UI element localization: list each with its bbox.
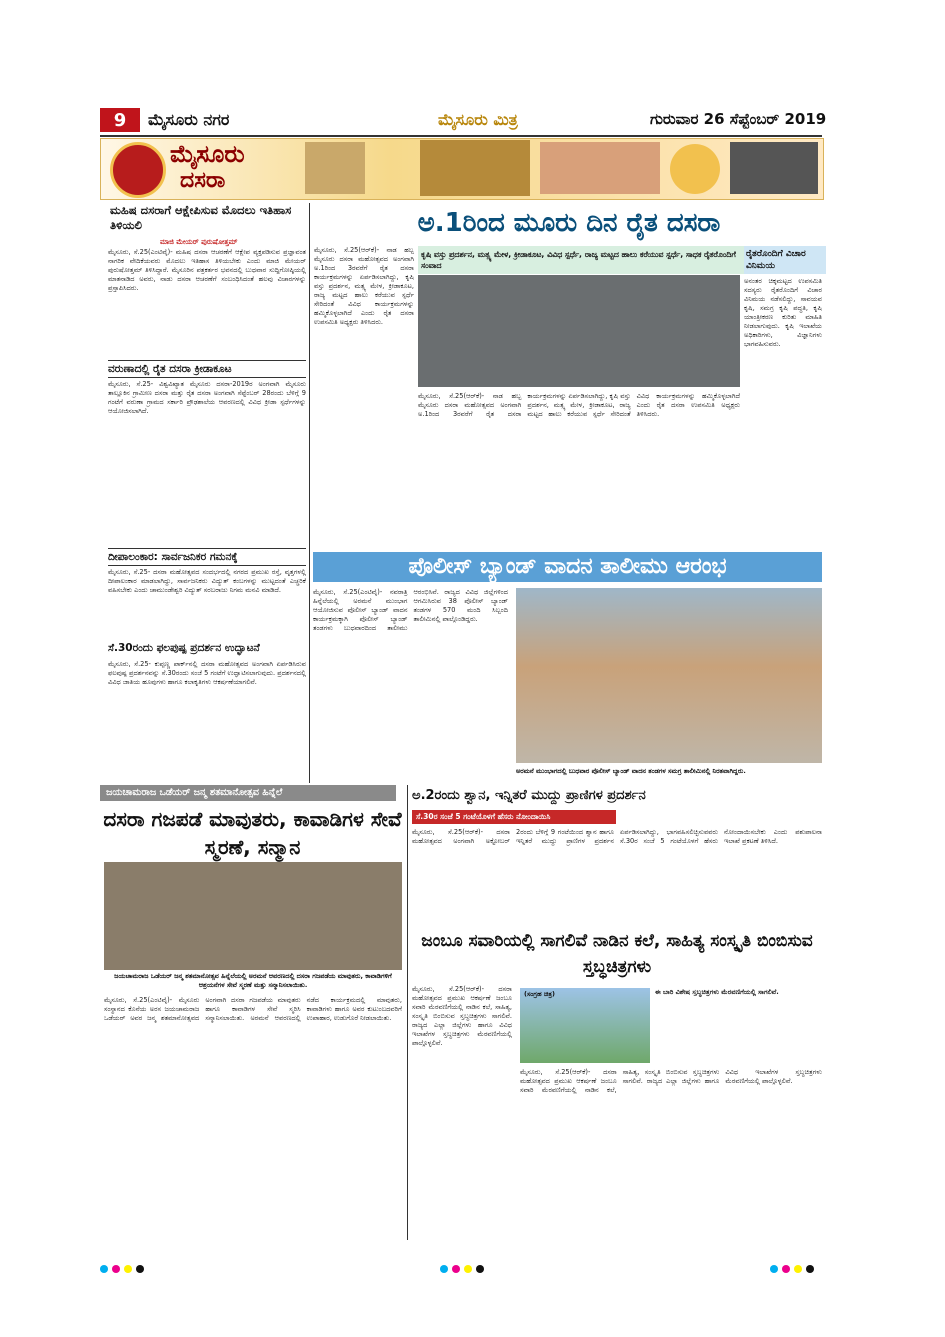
gajapade-caption: ಜಯಚಾಮರಾಜ ಒಡೆಯರ್ ಜನ್ಮ ಶತಮಾನೋತ್ಸವ ಹಿನ್ನೆಲೆಯಲ್ಲಿ ಅರಮನೆ ಆವರಣದಲ್ಲಿ ದಸರಾ ಗಜಪಡೆಯ ಮಾವುತರು, ಕಾವಾಡಿಗಳಿಗೆ ಆಶ್ರಯನೆಗಳ ಸೇವೆ ಸ್ಮರಣೆ ಮತ್ತು ಸನ್ಮಾನಿಸಲಾಯಿತು.: [114, 972, 392, 989]
flower-show-body: ಮೈಸೂರು, ಸೆ.25- ಕುಪ್ಪಣ್ಣ ಪಾರ್ಕ್‌ನಲ್ಲಿ ದಸರಾ ಮಹೋತ್ಸವದ ಅಂಗವಾಗಿ ಏರ್ಪಡಿಸಿರುವ ಫಲಪುಷ್ಪ ಪ್ರದರ್ಶನವನ್ನು ಸೆ.30ರಂದು ಸಂಜೆ 5 ಗಂಟೆಗೆ ಉದ್ಘಾಟಿಸಲಾಗುವುದು. ಪ್ರದರ್ಶನದಲ್ಲಿ ವಿವಿಧ ಜಾತಿಯ ಹೂವುಗಳು ಹಾಗೂ ಕಲಾಕೃತಿಗಳು ಆಕರ್ಷಣೆಯಾಗಲಿವೆ.: [108, 660, 306, 686]
color-registration-marks-right: [770, 1258, 818, 1277]
color-registration-marks-left: [100, 1258, 148, 1277]
masthead: ಮೈಸೂರು ಮಿತ್ರ: [438, 110, 518, 129]
banner-photo-strip: [540, 142, 660, 194]
raita-side-headline: ರೈತರೊಂದಿಗೆ ವಿಚಾರ ವಿನಿಮಯ: [744, 246, 826, 274]
banner-title-line1: ಮೈಸೂರು: [170, 140, 245, 168]
column-divider-2: [407, 785, 408, 1240]
banner-photo-goddess: [670, 144, 720, 194]
magenta-dot: [112, 1265, 120, 1273]
mahishasura-body: ಮೈಸೂರು, ಸೆ.25(ಎಂಟಿವೈ)- ಮಹಿಷ ದಸರಾ ಆಚರಣೆಗೆ ಆಕ್ಷೇಪ ವ್ಯಕ್ತಪಡಿಸುವ ಪ್ರಜ್ಞಾವಂತ ನಾಗರಿಕ ವೇದಿಕೆಯವರು ಮೊದಲು ಇತಿಹಾಸ ತಿಳಿಯಬೇಕು ಎಂದು ಮಾಜಿ ಮೇಯರ್ ಪುರುಷೋತ್ತಮ್ ತಿಳಿಸಿದ್ದಾರೆ. ಮೈಸೂರಿನ ಪತ್ರಕರ್ತರ ಭವನದಲ್ಲಿ ಬುಧವಾರ ಸುದ್ದಿಗೋಷ್ಠಿಯಲ್ಲಿ ಮಾತನಾಡಿದ ಅವರು, ನಾಡು ದಸರಾ ಆಚರಣೆಗೆ ಸಂಬಂಧಿಸಿದಂತೆ ಹಲವು ವಿಚಾರಗಳನ್ನು ಪ್ರಸ್ತಾಪಿಸಿದರು.: [108, 248, 306, 292]
police-band-photo: [516, 588, 822, 763]
varuna-body: ಮೈಸೂರು, ಸೆ.25- ವಿಶ್ವವಿಖ್ಯಾತ ಮೈಸೂರು ದಸರಾ-2019ರ ಅಂಗವಾಗಿ ಮೈಸೂರು ತಾಲ್ಲೂಕಿನ ಗ್ರಾಮೀಣ ದಸರಾ ಮತ್ತು ರೈತ ದಸರಾ ಅಂಗವಾಗಿ ಸೆಪ್ಟೆಂಬರ್ 28ರಂದು ಬೆಳಿಗ್ಗೆ 9 ಗಂಟೆಗೆ ವರುಣಾ ಗ್ರಾಮದ ಸರ್ಕಾರಿ ಪ್ರೌಢಶಾಲೆಯ ಆವರಣದಲ್ಲಿ ವಿವಿಧ ಕ್ರೀಡಾ ಸ್ಪರ್ಧೆಗಳನ್ನು ಆಯೋಜಿಸಲಾಗಿದೆ.: [108, 380, 306, 415]
jamboo-body-cont: ಮೈಸೂರು, ಸೆ.25(ಆರ್‌ಕೆ)- ದಸರಾ ಮಹೋತ್ಸವದ ಪ್ರಮುಖ ಆಕರ್ಷಣೆ ಜಂಬೂ ಸವಾರಿ ಮೆರವಣಿಗೆಯಲ್ಲಿ ನಾಡಿನ ಕಲೆ, ಸಾಹಿತ್ಯ, ಸಂಸ್ಕೃತಿ ಬಿಂಬಿಸುವ ಸ್ತಬ್ಧಚಿತ್ರಗಳು ಸಾಗಲಿವೆ. ರಾಜ್ಯದ ಎಲ್ಲಾ ಜಿಲ್ಲೆಗಳು ಹಾಗೂ ವಿವಿಧ ಇಲಾಖೆಗಳ ಸ್ತಬ್ಧಚಿತ್ರಗಳು ಮೆರವಣಿಗೆಯಲ್ಲಿ ಪಾಲ್ಗೊಳ್ಳಲಿವೆ.: [520, 1068, 822, 1094]
magenta-dot: [782, 1265, 790, 1273]
black-dot: [136, 1265, 144, 1273]
palace-logo-icon: [110, 142, 166, 198]
mahishasura-byline: ಮಾಜಿ ಮೇಯರ್ ಪುರುಷೋತ್ತಮ್: [160, 238, 238, 246]
raita-side-body: ಅನಂತರ ಚಿಕ್ಕಮಟ್ಟದ ಉಪಸಮಿತಿ ಸದಸ್ಯರು ರೈತರೊಂದಿಗೆ ವಿಚಾರ ವಿನಿಮಯ ನಡೆಸಲಿದ್ದು, ಸಾವಯವ ಕೃಷಿ, ಸಮಗ್ರ ಕೃಷಿ ಪದ್ಧತಿ, ಕೃಷಿ ಯಾಂತ್ರೀಕರಣ ಕುರಿತು ಮಾಹಿತಿ ನೀಡಲಾಗುವುದು. ಕೃಷಿ ಇಲಾಖೆಯ ಅಧಿಕಾರಿಗಳು, ವಿಜ್ಞಾನಿಗಳು ಭಾಗವಹಿಸುವರು.: [744, 277, 822, 348]
jamboo-body: ಮೈಸೂರು, ಸೆ.25(ಆರ್‌ಕೆ)- ದಸರಾ ಮಹೋತ್ಸವದ ಪ್ರಮುಖ ಆಕರ್ಷಣೆ ಜಂಬೂ ಸವಾರಿ ಮೆರವಣಿಗೆಯಲ್ಲಿ ನಾಡಿನ ಕಲೆ, ಸಾಹಿತ್ಯ, ಸಂಸ್ಕೃತಿ ಬಿಂಬಿಸುವ ಸ್ತಬ್ಧಚಿತ್ರಗಳು ಸಾಗಲಿವೆ. ರಾಜ್ಯದ ಎಲ್ಲಾ ಜಿಲ್ಲೆಗಳು ಹಾಗೂ ವಿವಿಧ ಇಲಾಖೆಗಳ ಸ್ತಬ್ಧಚಿತ್ರಗಳು ಮೆರವಣಿಗೆಯಲ್ಲಿ ಪಾಲ್ಗೊಳ್ಳಲಿವೆ.: [412, 985, 512, 1047]
flower-show-headline: ಸೆ.30ರಂದು ಫಲಪುಷ್ಪ ಪ್ರದರ್ಶನ ಉದ್ಘಾಟನೆ: [108, 642, 260, 654]
pet-show-body: ಮೈಸೂರು, ಸೆ.25(ಆರ್‌ಕೆ)- ದಸರಾ ಮಹೋತ್ಸವದ ಅಂಗವಾಗಿ ಅಕ್ಟೋಬರ್ 2ರಂದು ಬೆಳಿಗ್ಗೆ 9 ಗಂಟೆಯಿಂದ ಶ್ವಾನ ಹಾಗೂ ಇನ್ನಿತರೆ ಮುದ್ದು ಪ್ರಾಣಿಗಳ ಪ್ರದರ್ಶನ ಏರ್ಪಡಿಸಲಾಗಿದ್ದು, ಭಾಗವಹಿಸಲಿಚ್ಛಿಸುವವರು ಸೆ.30ರ ಸಂಜೆ 5 ಗಂಟೆಯೊಳಗೆ ಹೆಸರು ನೋಂದಾಯಿಸಬೇಕು ಎಂದು ಪಶುಪಾಲನಾ ಇಲಾಖೆ ಪ್ರಕಟಣೆ ತಿಳಿಸಿದೆ.: [412, 828, 822, 845]
banner-photo-chariot: [305, 142, 365, 194]
gajapade-headline: ದಸರಾ ಗಜಪಡೆ ಮಾವುತರು, ಕಾವಾಡಿಗಳ ಸೇವೆ ಸ್ಮರಣೆ, ಸನ್ಮಾನ: [103, 807, 402, 859]
jamboo-photo-tag: (ಸಂಗ್ರಹ ಚಿತ್ರ): [524, 990, 555, 998]
magenta-dot: [452, 1265, 460, 1273]
varuna-headline: ವರುಣಾದಲ್ಲಿ ರೈತ ದಸರಾ ಕ್ರೀಡಾಕೂಟ: [108, 360, 306, 378]
banner-title-line2: ದಸರಾ: [180, 168, 226, 193]
yellow-dot: [124, 1265, 132, 1273]
section-title: ಮೈಸೂರು ನಗರ: [148, 110, 230, 129]
cyan-dot: [440, 1265, 448, 1273]
raita-dasara-body: ಮೈಸೂರು, ಸೆ.25(ಆರ್‌ಕೆ)- ನಾಡ ಹಬ್ಬ ಮೈಸೂರು ದಸರಾ ಮಹೋತ್ಸವದ ಅಂಗವಾಗಿ ಅ.1ರಿಂದ 3ರವರೆಗೆ ರೈತ ದಸರಾ ಕಾರ್ಯಕ್ರಮಗಳನ್ನು ಏರ್ಪಡಿಸಲಾಗಿದ್ದು, ಕೃಷಿ ವಸ್ತು ಪ್ರದರ್ಶನ, ಮತ್ಸ್ಯ ಮೇಳ, ಕ್ರೀಡಾಕೂಟ, ರಾಜ್ಯ ಮಟ್ಟದ ಹಾಲು ಕರೆಯುವ ಸ್ಪರ್ಧೆ ಸೇರಿದಂತೆ ವಿವಿಧ ಕಾರ್ಯಕ್ರಮಗಳನ್ನು ಹಮ್ಮಿಕೊಳ್ಳಲಾಗಿದೆ ಎಂದು ರೈತ ದಸರಾ ಉಪಸಮಿತಿ ಅಧ್ಯಕ್ಷರು ತಿಳಿಸಿದರು.: [314, 246, 414, 326]
jamboo-headline: ಜಂಬೂ ಸವಾರಿಯಲ್ಲಿ ಸಾಗಲಿವೆ ನಾಡಿನ ಕಲೆ, ಸಾಹಿತ್ಯ ಸಂಸ್ಕೃತಿ ಬಿಂಬಿಸುವ ಸ್ತಬ್ಧಚಿತ್ರಗಳು: [421, 931, 813, 977]
banner-photo-elephant: [730, 142, 818, 194]
cyan-dot: [100, 1265, 108, 1273]
pet-show-subhead: ಸೆ.30ರ ಸಂಜೆ 5 ಗಂಟೆಯೊಳಗೆ ಹೆಸರು ನೋಂದಾಯಿಸಿ: [412, 810, 616, 824]
raita-dasara-headline: ಅ.1ರಿಂದ ಮೂರು ದಿನ ರೈತ ದಸರಾ: [417, 208, 721, 238]
column-divider: [309, 203, 310, 783]
gajapade-kicker: ಜಯಚಾಮರಾಜ ಒಡೆಯರ್ ಜನ್ಮ ಶತಮಾನೋತ್ಸವ ಹಿನ್ನೆಲೆ: [100, 785, 396, 801]
raita-dasara-body-cont: ಮೈಸೂರು, ಸೆ.25(ಆರ್‌ಕೆ)- ನಾಡ ಹಬ್ಬ ಮೈಸೂರು ದಸರಾ ಮಹೋತ್ಸವದ ಅಂಗವಾಗಿ ಅ.1ರಿಂದ 3ರವರೆಗೆ ರೈತ ದಸರಾ ಕಾರ್ಯಕ್ರಮಗಳನ್ನು ಏರ್ಪಡಿಸಲಾಗಿದ್ದು, ಕೃಷಿ ವಸ್ತು ಪ್ರದರ್ಶನ, ಮತ್ಸ್ಯ ಮೇಳ, ಕ್ರೀಡಾಕೂಟ, ರಾಜ್ಯ ಮಟ್ಟದ ಹಾಲು ಕರೆಯುವ ಸ್ಪರ್ಧೆ ಸೇರಿದಂತೆ ವಿವಿಧ ಕಾರ್ಯಕ್ರಮಗಳನ್ನು ಹಮ್ಮಿಕೊಳ್ಳಲಾಗಿದೆ ಎಂದು ರೈತ ದಸರಾ ಉಪಸಮಿತಿ ಅಧ್ಯಕ್ಷರು ತಿಳಿಸಿದರು.: [418, 392, 740, 418]
police-band-headline: ಪೊಲೀಸ್ ಬ್ಯಾಂಡ್ ವಾದನ ತಾಲೀಮು ಆರಂಭ: [313, 552, 822, 582]
raita-pressmeet-photo: [418, 275, 740, 387]
raita-dasara-subhead: ಕೃಷಿ ವಸ್ತು ಪ್ರದರ್ಶನ, ಮತ್ಸ್ಯ ಮೇಳ, ಕ್ರೀಡಾಕೂಟ, ವಿವಿಧ ಸ್ಪರ್ಧೆ, ರಾಜ್ಯ ಮಟ್ಟದ ಹಾಲು ಕರೆಯುವ ಸ್ಪರ್ಧೆ, ಸಾಧಕ ರೈತರೊಂದಿಗೆ ಸಂವಾದ: [418, 246, 744, 274]
page-number: 9: [100, 108, 140, 132]
deepalankara-body: ಮೈಸೂರು, ಸೆ.25- ದಸರಾ ಮಹೋತ್ಸವದ ಸಂದರ್ಭದಲ್ಲಿ ನಗರದ ಪ್ರಮುಖ ರಸ್ತೆ, ವೃತ್ತಗಳಲ್ಲಿ ದೀಪಾಲಂಕಾರ ಮಾಡಲಾಗಿದ್ದು, ಸಾರ್ವಜನಿಕರು ವಿದ್ಯುತ್ ಕಂಬಗಳನ್ನು ಮುಟ್ಟದಂತೆ ಎಚ್ಚರಿಕೆ ವಹಿಸಬೇಕು ಎಂದು ಚಾಮುಂಡೇಶ್ವರಿ ವಿದ್ಯುತ್ ಸರಬರಾಜು ನಿಗಮ ಮನವಿ ಮಾಡಿದೆ.: [108, 568, 306, 594]
mahishasura-headline: ಮಹಿಷ ದಸರಾಗೆ ಆಕ್ಷೇಪಿಸುವ ಮೊದಲು ಇತಿಹಾಸ ತಿಳಿಯಲಿ: [110, 203, 292, 232]
jamboo-photo-caption: ಈ ಬಾರಿ ವಿಶೇಷ ಸ್ತಬ್ಧಚಿತ್ರಗಳು ಮೆರವಣಿಗೆಯಲ್ಲಿ ಸಾಗಲಿವೆ.: [655, 988, 779, 996]
color-registration-marks-center: [440, 1258, 488, 1277]
cyan-dot: [770, 1265, 778, 1273]
jamboo-tableau-photo: [520, 988, 650, 1063]
pet-show-headline: ಅ.2ರಂದು ಶ್ವಾನ, ಇನ್ನಿತರೆ ಮುದ್ದು ಪ್ರಾಣಿಗಳ ಪ್ರದರ್ಶನ: [412, 788, 646, 803]
gajapade-photo: [104, 862, 402, 970]
black-dot: [476, 1265, 484, 1273]
black-dot: [806, 1265, 814, 1273]
banner-photo-palace: [420, 140, 530, 196]
gajapade-body: ಮೈಸೂರು, ಸೆ.25(ಎಂಟಿವೈ)- ಮೈಸೂರು ಸಂಸ್ಥಾನದ ಕೊನೆಯ ಅರಸ ಜಯಚಾಮರಾಜ ಒಡೆಯರ್ ಅವರ ಜನ್ಮ ಶತಮಾನೋತ್ಸವದ ಅಂಗವಾಗಿ ದಸರಾ ಗಜಪಡೆಯ ಮಾವುತರು ಹಾಗೂ ಕಾವಾಡಿಗಳ ಸೇವೆ ಸ್ಮರಿಸಿ ಸನ್ಮಾನಿಸಲಾಯಿತು. ಅರಮನೆ ಆವರಣದಲ್ಲಿ ನಡೆದ ಕಾರ್ಯಕ್ರಮದಲ್ಲಿ ಮಾವುತರು, ಕಾವಾಡಿಗಳು ಹಾಗೂ ಅವರ ಕುಟುಂಬದವರಿಗೆ ಉಪಾಹಾರ, ಉಡುಗೊರೆ ನೀಡಲಾಯಿತು.: [104, 996, 402, 1022]
issue-date: ಗುರುವಾರ 26 ಸೆಪ್ಟೆಂಬರ್ 2019: [650, 110, 827, 128]
yellow-dot: [464, 1265, 472, 1273]
police-band-body: ಮೈಸೂರು, ಸೆ.25(ಎಂಟಿವೈ)- ನವರಾತ್ರಿ ಹಿನ್ನೆಲೆಯಲ್ಲಿ ಅರಮನೆ ಮುಂಭಾಗ ಆಯೋಜಿಸುವ ಪೊಲೀಸ್ ಬ್ಯಾಂಡ್ ವಾದನ ಕಾರ್ಯಕ್ರಮಕ್ಕಾಗಿ ಪೊಲೀಸ್ ಬ್ಯಾಂಡ್ ತಂಡಗಳು ಬುಧವಾರದಿಂದ ತಾಲೀಮು ಆರಂಭಿಸಿವೆ. ರಾಜ್ಯದ ವಿವಿಧ ಜಿಲ್ಲೆಗಳಿಂದ ಆಗಮಿಸಿರುವ 38 ಪೊಲೀಸ್ ಬ್ಯಾಂಡ್ ತಂಡಗಳ 570 ಮಂದಿ ಸಿಬ್ಬಂದಿ ತಾಲೀಮಿನಲ್ಲಿ ಪಾಲ್ಗೊಂಡಿದ್ದರು.: [313, 588, 508, 632]
yellow-dot: [794, 1265, 802, 1273]
police-band-caption: ಅರಮನೆ ಮುಂಭಾಗದಲ್ಲಿ ಬುಧವಾರ ಪೊಲೀಸ್ ಬ್ಯಾಂಡ್ ವಾದನ ತಂಡಗಳ ಸಮಗ್ರ ತಾಲೀಮಿನಲ್ಲಿ ನಿರತವಾಗಿದ್ದರು.: [516, 767, 746, 775]
deepalankara-headline: ದೀಪಾಲಂಕಾರ: ಸಾರ್ವಜನಿಕರ ಗಮನಕ್ಕೆ: [108, 548, 306, 566]
